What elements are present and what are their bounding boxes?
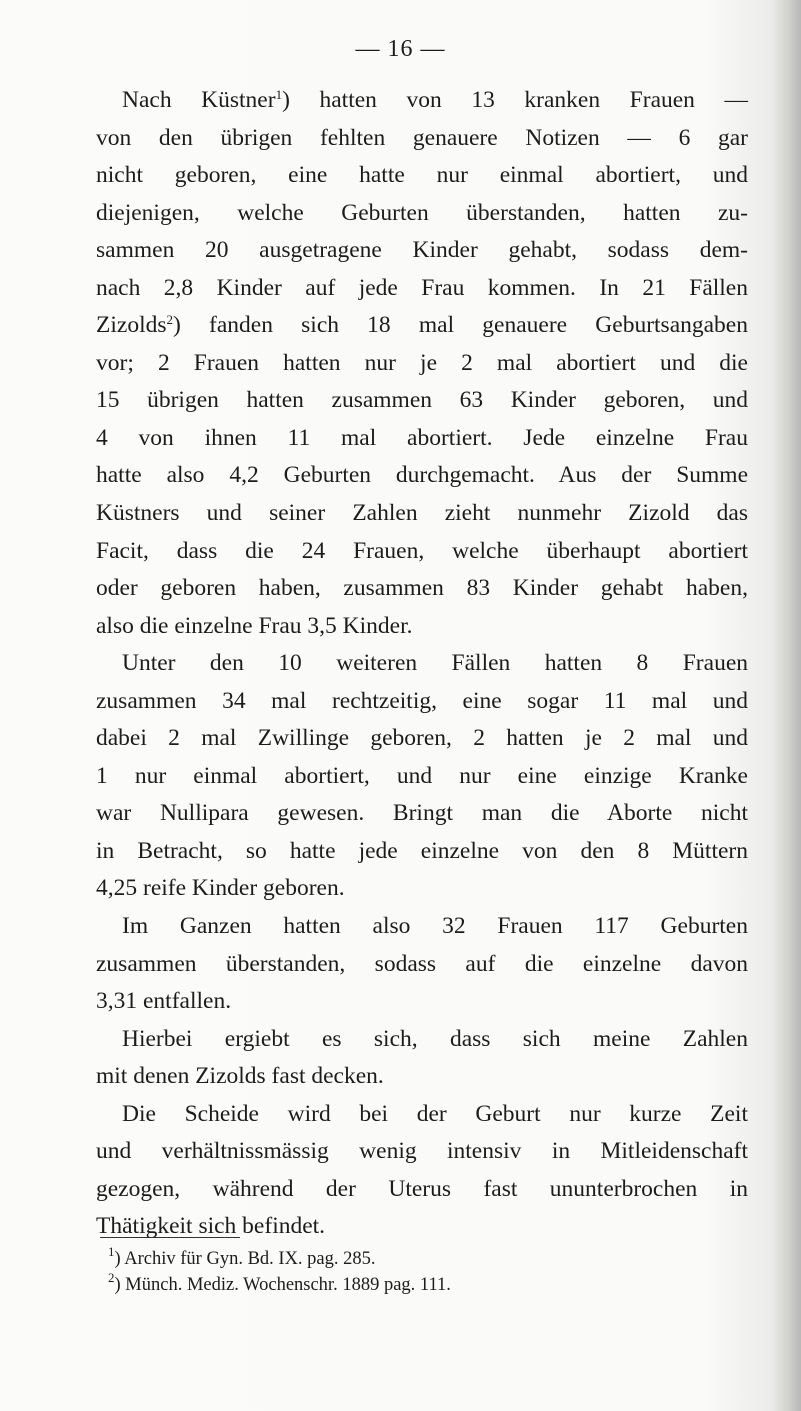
text-span: Im Ganzen hatten also 32 Frauen 117 Geburten (122, 913, 748, 940)
text-line (96, 795, 748, 833)
text-span: dabei 2 mal Zwillinge geboren, 2 hatten je 2 mal und (96, 725, 748, 752)
text-span: in Betracht, so hatte jede einzelne von den 8 Müttern (96, 837, 748, 864)
body-text (96, 82, 748, 1246)
text-span: zusammen überstanden, sodass auf die einzelne davon (96, 950, 748, 977)
text-line (96, 307, 748, 345)
text-line (96, 270, 748, 308)
text-span: 4 von ihnen 11 mal abortiert. Jede einzelne Frau (96, 424, 748, 451)
footnotes (108, 1246, 748, 1298)
text-span: sammen 20 ausgetragene Kinder gehabt, sodass dem- (96, 237, 748, 264)
text-line (96, 420, 748, 458)
footnote-text: ) Münch. Mediz. Wochenschr. 1889 pag. 111. (114, 1275, 451, 1295)
text-line (96, 157, 748, 195)
text-span: gezogen, während der Uterus fast ununterbrochen in (96, 1175, 748, 1202)
text-span: Küstners und seiner Zahlen zieht nunmehr Zizold das (96, 500, 748, 527)
text-span: also die einzelne Frau 3,5 Kinder. (96, 612, 413, 639)
text-span: Hierbei ergiebt es sich, dass sich meine Zahlen (122, 1025, 748, 1052)
text-line (96, 983, 748, 1021)
text-span: diejenigen, welche Geburten überstanden, hatten zu- (96, 199, 748, 226)
text-span: nach 2,8 Kinder auf jede Frau kommen. In 21 Fällen (96, 274, 748, 301)
text-span: Unter den 10 weiteren Fällen hatten 8 Frauen (122, 650, 748, 677)
text-line (96, 232, 748, 270)
text-line (96, 1171, 748, 1209)
footnote-mark: 2 (108, 1270, 115, 1285)
text-line (96, 82, 748, 120)
text-line (96, 720, 748, 758)
text-span: hatte also 4,2 Geburten durchgemacht. Aus der Summe (96, 462, 748, 489)
text-line (96, 1058, 748, 1096)
text-span: mit denen Zizolds fast decken. (96, 1063, 384, 1090)
text-line (96, 833, 748, 871)
text-span: 15 übrigen hatten zusammen 63 Kinder geboren, und (96, 387, 748, 414)
text-span: ) fanden sich 18 mal genauere Geburtsangaben (173, 312, 748, 339)
text-line (96, 758, 748, 796)
text-span: oder geboren haben, zusammen 83 Kinder gehabt haben, (96, 575, 748, 602)
text-span: nicht geboren, eine hatte nur einmal abortiert, und (96, 162, 748, 189)
text-line (96, 345, 748, 383)
text-span: und verhältnissmässig wenig intensiv in Mitleidenschaft (96, 1138, 748, 1165)
text-span: Facit, dass die 24 Frauen, welche überhaupt abortiert (96, 537, 748, 564)
text-line (96, 1208, 748, 1246)
text-line (96, 495, 748, 533)
footnote-mark: 1 (108, 1244, 115, 1259)
text-span: Nach Küstner (122, 87, 276, 113)
text-span: zusammen 34 mal rechtzeitig, eine sogar 11 mal und (96, 687, 748, 714)
footnote (108, 1246, 748, 1272)
text-line (96, 120, 748, 158)
text-line (96, 683, 748, 721)
footnote (108, 1272, 748, 1298)
text-line (96, 1021, 748, 1059)
text-line (96, 382, 748, 420)
page-number: — 16 — (355, 36, 446, 62)
text-line (96, 570, 748, 608)
text-span: 1 nur einmal abortiert, und nur eine einzige Kranke (96, 762, 748, 789)
text-span: 3,31 entfallen. (96, 988, 232, 1015)
text-line (96, 645, 748, 683)
text-line (96, 1096, 748, 1134)
footnote-rule (100, 1237, 240, 1238)
text-line (96, 195, 748, 233)
footnote-reference: 1 (275, 87, 283, 102)
text-span: von den übrigen fehlten genauere Notizen — 6 gar (96, 124, 748, 151)
text-span: Die Scheide wird bei der Geburt nur kurze Zeit (122, 1100, 748, 1127)
text-span: war Nullipara gewesen. Bringt man die Aborte nicht (96, 800, 748, 827)
text-span: Thätigkeit sich befindet. (96, 1213, 326, 1240)
text-span: ) hatten von 13 kranken Frauen — (282, 87, 749, 113)
text-line (96, 908, 748, 946)
text-span: vor; 2 Frauen hatten nur je 2 mal abortiert und die (96, 349, 748, 376)
page-edge-shadow (773, 0, 801, 1411)
text-line (96, 870, 748, 908)
text-line (96, 457, 748, 495)
text-line (96, 946, 748, 984)
footnote-reference: 2 (166, 312, 173, 328)
text-span: Zizolds (96, 312, 167, 339)
footnote-text: ) Archiv für Gyn. Bd. IX. pag. 285. (114, 1249, 376, 1269)
text-line (96, 533, 748, 571)
text-line (96, 1133, 748, 1171)
text-line (96, 608, 748, 646)
text-span: 4,25 reife Kinder geboren. (96, 875, 345, 902)
